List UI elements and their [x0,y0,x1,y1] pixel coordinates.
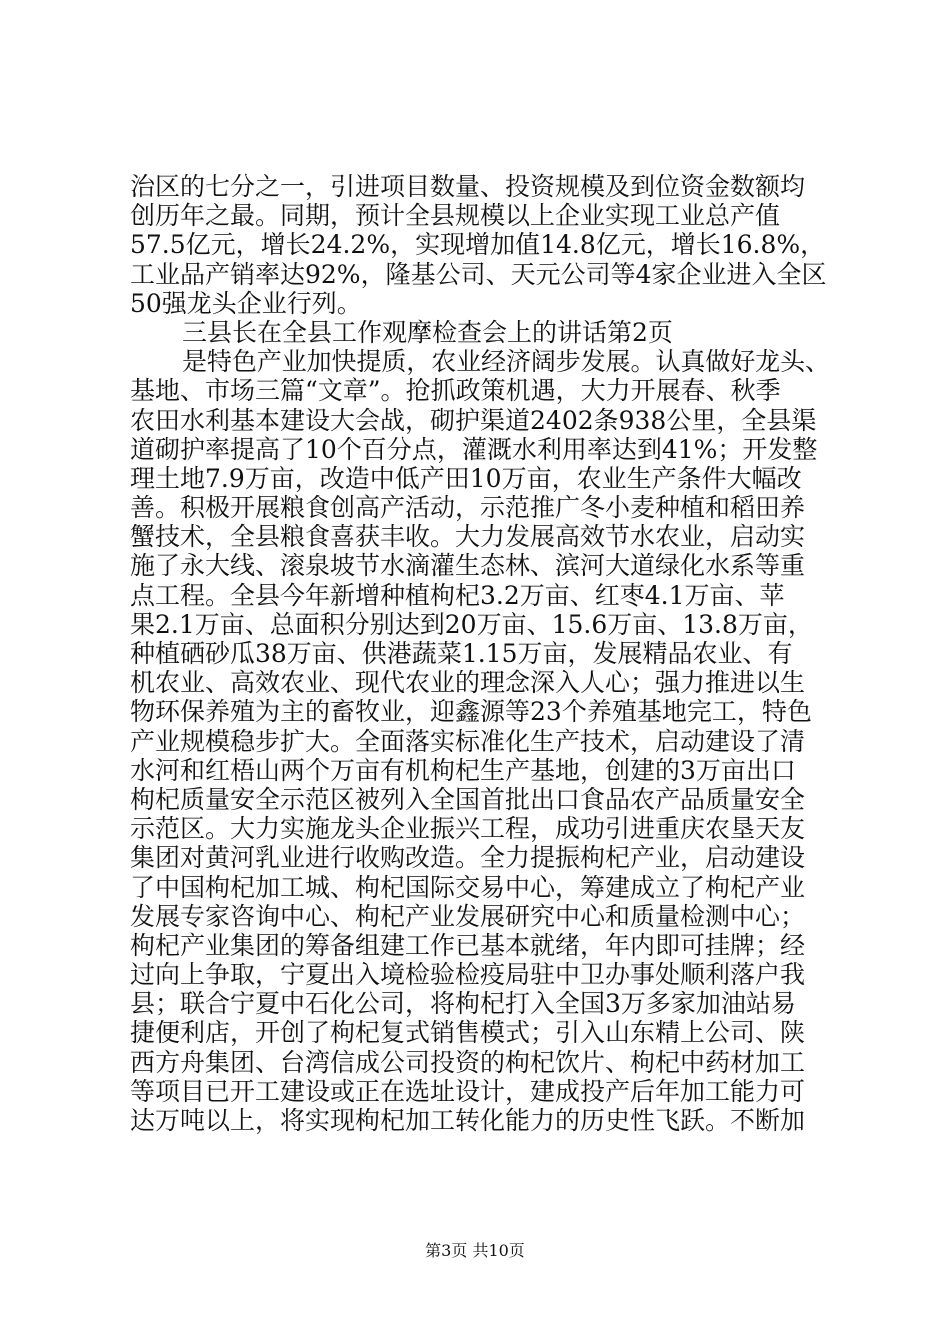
text-line: 农田水利基本建设大会战，砌护渠道2402条938公里，全县渠 [130,405,817,435]
text-line: 57.5亿元，增长24.2%，实现增加值14.8亿元，增长16.8%， [130,230,826,260]
text-line: 50强龙头企业行列。 [130,288,362,318]
text-line: 枸杞产业集团的筹备组建工作已基本就绪，年内即可挂牌；经 [130,930,806,960]
text-line: 了中国枸杞加工城、枸杞国际交易中心，筹建成立了枸杞产业 [130,872,806,902]
text-line: 治区的七分之一，引进项目数量、投资规模及到位资金数额均 [130,172,806,201]
text-line: 善。积极开展粮食创高产活动，示范推广冬小麦种植和稻田养 [130,493,806,523]
text-line: 机农业、高效农业、现代农业的理念深入人心；强力推进以生 [130,668,806,698]
text-line: 是特色产业加快提质，农业经济阔步发展。认真做好龙头、 [182,347,830,377]
text-line: 理土地7.9万亩，改造中低产田10万亩，农业生产条件大幅改 [130,463,802,493]
text-line: 县；联合宁夏中石化公司，将枸杞打入全国3万多家加油站易 [130,989,796,1019]
text-line: 创历年之最。同期，预计全县规模以上企业实现工业总产值 [130,201,781,231]
text-line: 水河和红梧山两个万亩有机枸杞生产基地，创建的3万亩出口 [130,755,796,785]
text-line: 等项目已开工建设或正在选址设计，建成投产后年加工能力可 [130,1076,806,1106]
text-line: 集团对黄河乳业进行收购改造。全力提振枸杞产业，启动建设 [130,843,806,873]
text-line: 示范区。大力实施龙头企业振兴工程，成功引进重庆农垦天友 [130,814,806,844]
text-line: 施了永大线、滚泉坡节水滴灌生态林、滨河大道绿化水系等重 [130,551,806,581]
text-line: 工业品产销率达92%，隆基公司、天元公司等4家企业进入全区 [130,259,827,289]
text-line: 枸杞质量安全示范区被列入全国首批出口食品农产品质量安全 [130,784,806,814]
text-line: 西方舟集团、台湾信成公司投资的枸杞饮片、枸杞中药材加工 [130,1047,806,1077]
document-body [130,172,830,1135]
text-line: 三县长在全县工作观摩检查会上的讲话第2页 [182,317,673,347]
text-line: 达万吨以上，将实现枸杞加工转化能力的历史性飞跃。不断加 [130,1106,806,1135]
text-line: 过向上争取，宁夏出入境检验检疫局驻中卫办事处顺利落户我 [130,960,806,990]
text-line: 道砌护率提高了10个百分点，灌溉水利用率达到41%；开发整 [130,434,818,464]
text-line: 发展专家咨询中心、枸杞产业发展研究中心和质量检测中心； [130,901,806,931]
text-line: 基地、市场三篇“文章”。抢抓政策机遇，大力开展春、秋季 [130,376,781,406]
text-line: 捷便利店，开创了枸杞复式销售模式；引入山东精上公司、陕 [130,1018,806,1048]
text-line: 果2.1万亩、总面积分别达到20万亩、15.6万亩、13.8万亩， [130,609,813,639]
text-line: 物环保养殖为主的畜牧业，迎鑫源等23个养殖基地完工，特色 [130,697,812,727]
page-footer: 第3页 共10页 [425,1241,525,1260]
text-line: 蟹技术，全县粮食喜获丰收。大力发展高效节水农业，启动实 [130,522,806,552]
text-line: 产业规模稳步扩大。全面落实标准化生产技术，启动建设了清 [130,726,806,756]
text-line: 点工程。全县今年新增种植枸杞3.2万亩、红枣4.1万亩、苹 [130,580,785,610]
text-line: 种植硒砂瓜38万亩、供港蔬菜1.15万亩，发展精品农业、有 [130,639,793,668]
